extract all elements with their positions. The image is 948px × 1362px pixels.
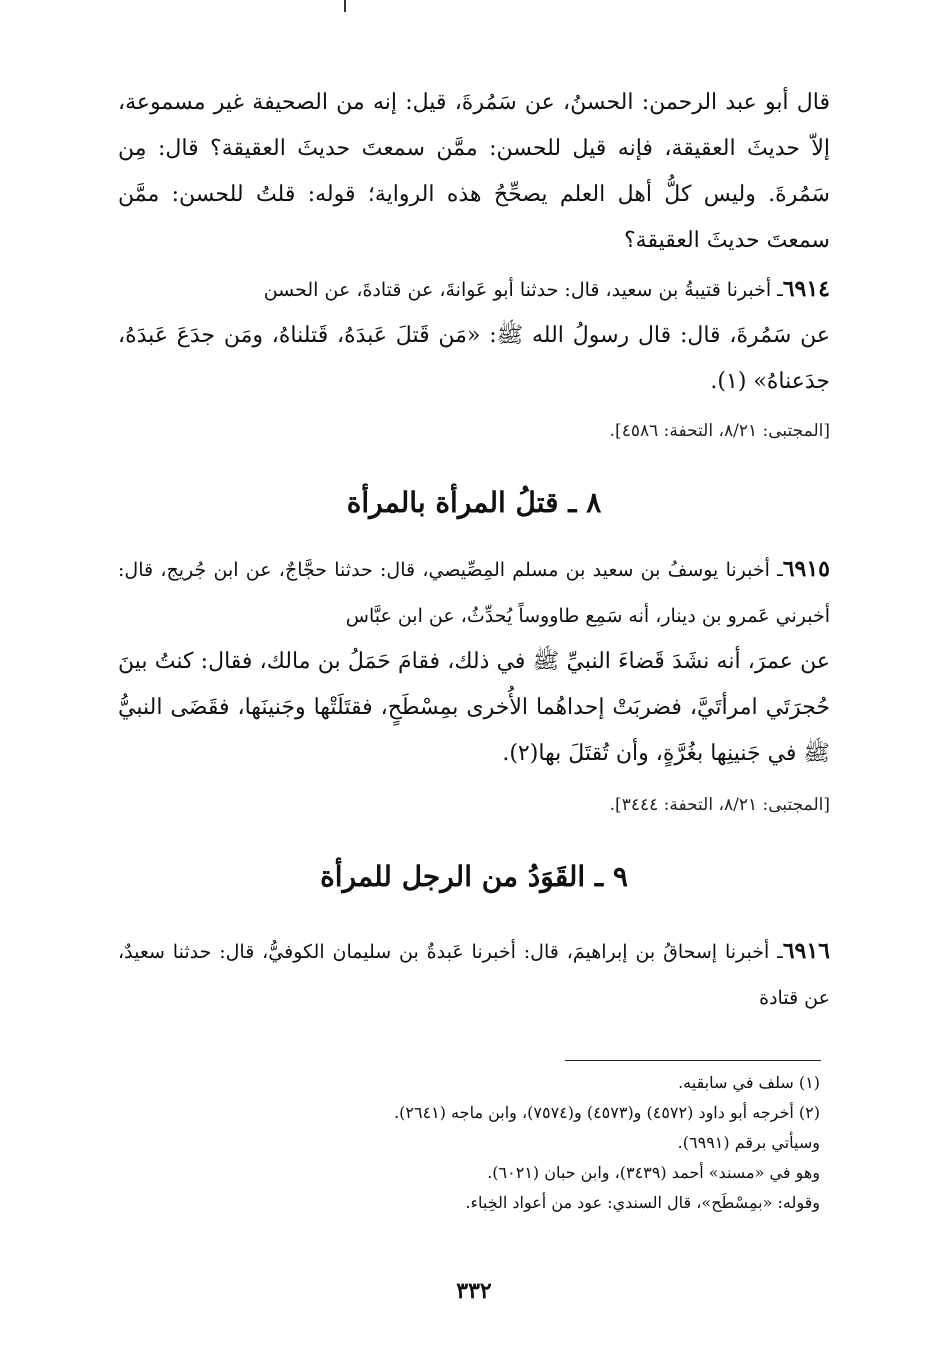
hadith-isnad-text: ـ أخبرنا قتيبةُ بن سعيد، قال: حدثنا أبو عَوانةَ، عن قتادةَ، عن الحسن: [263, 279, 783, 301]
hadith-number: ٦٩١٤: [782, 276, 830, 302]
hadith-6914: [118, 266, 830, 451]
footnote-separator: [565, 1060, 821, 1061]
hadith-6915: [118, 546, 830, 825]
footnote-2: (٢) أخرجه أبو داود (٤٥٧٢) و(٤٥٧٣) و(٧٥٧٤)، وابن ماجه (٢٦٤١).: [394, 1103, 820, 1122]
hadith-reference: [المجتبى: ٨/٢١، التحفة: ٣٤٤٤].: [609, 795, 830, 815]
hadith-isnad: [118, 546, 830, 639]
hadith-isnad: [118, 928, 830, 1021]
hadith-number: ٦٩١٦: [782, 938, 830, 964]
hadith-isnad-text: ـ أخبرنا يوسفُ بن سعيد بن مسلم المِصِّيصي، قال: حدثنا حجَّاجٌ، عن ابن جُريج، قال: أخبرني عَمرو بن دينار، أنه سَمِع طاووساً يُحدِّثُ، عن ابن عبَّاس: [118, 559, 830, 627]
footnotes: [120, 1068, 820, 1218]
footnote-2-cont: وقوله: «بمِسْطَح»، قال السندي: عود من أعواد الخِباء.: [465, 1193, 820, 1212]
hadith-6916: [118, 928, 830, 1021]
footnote-2-cont: وهو في «مسند» أحمد (٣٤٣٩)، وابن حبان (٦٠٢١).: [487, 1163, 820, 1182]
hadith-isnad-text: ـ أخبرنا إسحاقُ بن إبراهيمَ، قال: أخبرنا عَبدةُ بن سليمان الكوفيُّ، قال: حدثنا سعيدٌ، عن قتادة: [118, 941, 830, 1009]
hadith-number: ٦٩١٥: [782, 556, 830, 582]
footnote-1: (١) سلف في سابقيه.: [678, 1073, 820, 1092]
footnote-2-cont: وسيأتي برقم (٦٩٩١).: [677, 1133, 820, 1152]
page-number: ٣٣٢: [456, 1278, 492, 1304]
section-heading-8: ٨ ـ قتلُ المرأة بالمرأة: [346, 486, 602, 519]
hadith-matn: عن سَمُرةَ، قال: قال رسولُ الله ﷺ: «مَن قَتلَ عَبدَهُ، قَتلناهُ، ومَن جدَعَ عَبدَهُ، جدَعناهُ» (١).: [118, 323, 830, 394]
section-heading-9: ٩ ـ القَوَدُ من الرجل للمرأة: [320, 860, 628, 893]
hadith-isnad: [118, 266, 830, 313]
page-edge-mark: [344, 0, 346, 12]
hadith-matn: عن عمرَ، أنه نشَدَ قَضاءَ النبيِّ ﷺ في ذلك، فقامَ حَمَلُ بن مالك، فقال: كنتُ بينَ حُجرَتَي امرأتَيَّ، فضربَتْ إحداهُما الأُخرى بمِسْطَحٍ، فقتَلَتْها وجَنينَها، فقَضَى النبيُّ ﷺ في جَنينِها بغُرَّةٍ، وأن تُقتَلَ بها(٢).: [118, 649, 830, 766]
paragraph-commentary: قال أبو عبد الرحمن: الحسنُ، عن سَمُرةَ، قيل: إنه من الصحيفة غير مسموعة، إلاّ حديثَ العقيقة، فإنه قيل للحسن: ممَّن سمعتَ حديثَ العقيقة؟ قال: مِن سَمُرةَ. وليس كلُّ أهل العلم يصحِّحُ هذه الرواية؛ قوله: قلتُ للحسن: ممَّن سمعتَ حديثَ العقيقة؟: [118, 90, 830, 253]
hadith-reference: [المجتبى: ٨/٢١، التحفة: ٤٥٨٦].: [609, 421, 830, 441]
